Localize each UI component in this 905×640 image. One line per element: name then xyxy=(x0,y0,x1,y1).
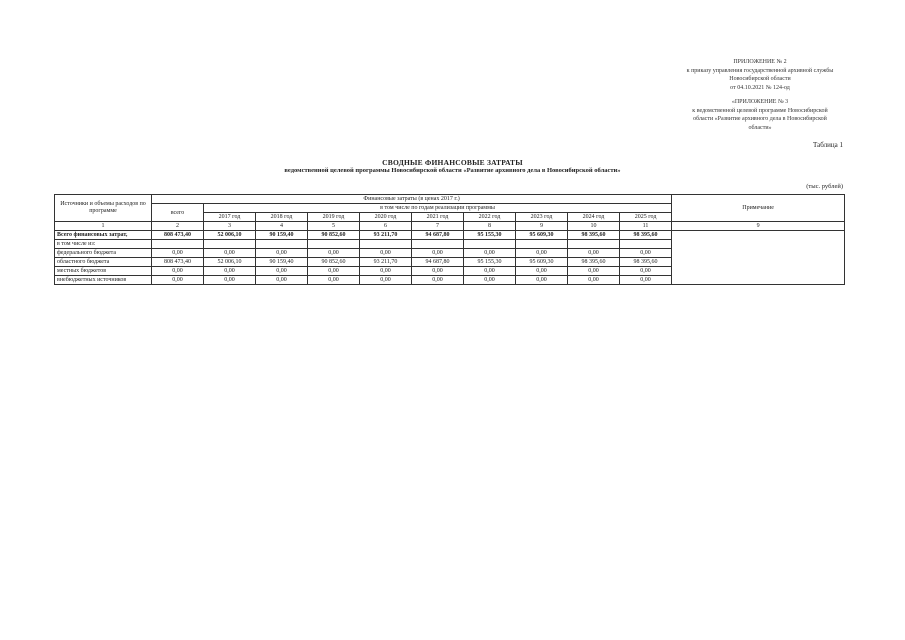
value-cell: 0,00 xyxy=(204,276,256,285)
value-cell: 0,00 xyxy=(256,276,308,285)
year-header: 2020 год xyxy=(360,213,412,222)
value-cell xyxy=(256,240,308,249)
table-row xyxy=(55,231,845,240)
value-cell: 95 155,30 xyxy=(464,258,516,267)
value-cell: 95 609,30 xyxy=(516,258,568,267)
value-cell: 95 155,30 xyxy=(464,231,516,240)
appendix-header-2-line: области» xyxy=(748,124,772,131)
year-header: 2022 год xyxy=(464,213,516,222)
value-cell: 0,00 xyxy=(152,249,204,258)
header-financial-costs: Финансовые затраты (в ценах 2017 г.) xyxy=(152,195,672,204)
row-label: в том числе из: xyxy=(55,240,152,249)
financial-table xyxy=(54,194,845,285)
value-cell: 0,00 xyxy=(256,267,308,276)
value-cell: 808 473,40 xyxy=(152,231,204,240)
column-number: 5 xyxy=(308,222,360,231)
value-cell: 0,00 xyxy=(360,267,412,276)
header-total: всего xyxy=(152,204,204,222)
value-cell xyxy=(620,240,672,249)
appendix-header-2-line: к ведомственной целевой программе Новосибирской xyxy=(692,107,828,114)
value-cell: 93 211,70 xyxy=(360,258,412,267)
column-number: 8 xyxy=(464,222,516,231)
note-cell xyxy=(672,231,845,285)
value-cell: 0,00 xyxy=(152,276,204,285)
header-source: Источники и объемы расходов по программе xyxy=(55,195,152,222)
value-cell: 94 687,80 xyxy=(412,231,464,240)
value-cell: 98 395,60 xyxy=(620,258,672,267)
column-number: 2 xyxy=(152,222,204,231)
appendix-header-2 xyxy=(660,98,860,132)
value-cell: 0,00 xyxy=(568,276,620,285)
year-header: 2024 год xyxy=(568,213,620,222)
value-cell: 0,00 xyxy=(412,249,464,258)
header-note: Примечание xyxy=(672,195,845,222)
appendix-header-1-line: Новосибирской области xyxy=(729,76,791,82)
appendix-header-1-line: ПРИЛОЖЕНИЕ № 2 xyxy=(733,59,787,65)
value-cell: 0,00 xyxy=(516,267,568,276)
header-by-year: в том числе по годам реализации программы xyxy=(204,204,672,213)
value-cell: 0,00 xyxy=(620,267,672,276)
value-cell: 0,00 xyxy=(568,267,620,276)
value-cell xyxy=(568,240,620,249)
year-header: 2019 год xyxy=(308,213,360,222)
value-cell: 0,00 xyxy=(620,249,672,258)
year-header: 2018 год xyxy=(256,213,308,222)
column-number: 6 xyxy=(360,222,412,231)
appendix-header-2-line: области «Развитие архивного дела в Новосибирской xyxy=(693,116,827,122)
year-header: 2025 год xyxy=(620,213,672,222)
year-header: 2017 год xyxy=(204,213,256,222)
document-subtitle: ведомственной целевой программы Новосибирской области «Развитие архивного дела в Новосибирской области» xyxy=(284,167,621,174)
value-cell: 0,00 xyxy=(152,267,204,276)
value-cell xyxy=(308,240,360,249)
column-number: 1 xyxy=(55,222,152,231)
value-cell: 0,00 xyxy=(620,276,672,285)
value-cell: 0,00 xyxy=(360,276,412,285)
value-cell: 90 852,60 xyxy=(308,231,360,240)
value-cell: 0,00 xyxy=(464,276,516,285)
value-cell xyxy=(412,240,464,249)
value-cell: 95 609,30 xyxy=(516,231,568,240)
column-number: 3 xyxy=(204,222,256,231)
value-cell: 98 395,60 xyxy=(620,231,672,240)
table-number: Таблица 1 xyxy=(813,141,843,149)
row-label: областного бюджета xyxy=(55,258,152,267)
year-header: 2023 год xyxy=(516,213,568,222)
column-number: 7 xyxy=(412,222,464,231)
value-cell: 0,00 xyxy=(308,276,360,285)
value-cell xyxy=(464,240,516,249)
value-cell: 0,00 xyxy=(204,249,256,258)
year-header: 2021 год xyxy=(412,213,464,222)
column-number: 11 xyxy=(620,222,672,231)
value-cell xyxy=(516,240,568,249)
row-label: местных бюджетов xyxy=(55,267,152,276)
appendix-header-1-line: от 04.10.2021 № 124-од xyxy=(730,84,790,91)
value-cell: 0,00 xyxy=(308,249,360,258)
value-cell: 52 006,10 xyxy=(204,258,256,267)
value-cell: 0,00 xyxy=(516,276,568,285)
value-cell: 0,00 xyxy=(360,249,412,258)
value-cell xyxy=(360,240,412,249)
value-cell: 90 159,40 xyxy=(256,231,308,240)
value-cell: 0,00 xyxy=(412,267,464,276)
row-label: внебюджетных источников xyxy=(55,276,152,285)
value-cell: 0,00 xyxy=(516,249,568,258)
value-cell: 90 852,60 xyxy=(308,258,360,267)
units-label: (тыс. рублей) xyxy=(806,183,843,190)
column-number: 9 xyxy=(672,222,845,231)
appendix-header-1 xyxy=(650,58,870,92)
value-cell: 0,00 xyxy=(204,267,256,276)
value-cell: 0,00 xyxy=(412,276,464,285)
value-cell xyxy=(204,240,256,249)
column-number: 4 xyxy=(256,222,308,231)
value-cell: 0,00 xyxy=(256,249,308,258)
value-cell: 0,00 xyxy=(464,267,516,276)
row-label: федерального бюджета xyxy=(55,249,152,258)
value-cell: 0,00 xyxy=(308,267,360,276)
value-cell: 0,00 xyxy=(464,249,516,258)
row-label: Всего финансовых затрат, xyxy=(55,231,152,240)
value-cell xyxy=(152,240,204,249)
value-cell: 98 395,60 xyxy=(568,258,620,267)
appendix-header-2-line: «ПРИЛОЖЕНИЕ № 3 xyxy=(731,99,789,105)
value-cell: 93 211,70 xyxy=(360,231,412,240)
appendix-header-1-line: к приказу управления государственной архивной службы xyxy=(686,67,834,74)
value-cell: 52 006,10 xyxy=(204,231,256,240)
value-cell: 98 395,60 xyxy=(568,231,620,240)
value-cell: 94 687,80 xyxy=(412,258,464,267)
value-cell: 0,00 xyxy=(568,249,620,258)
column-number: 10 xyxy=(568,222,620,231)
value-cell: 808 473,40 xyxy=(152,258,204,267)
value-cell: 90 159,40 xyxy=(256,258,308,267)
document-title: СВОДНЫЕ ФИНАНСОВЫЕ ЗАТРАТЫ xyxy=(382,158,523,167)
column-number: 9 xyxy=(516,222,568,231)
